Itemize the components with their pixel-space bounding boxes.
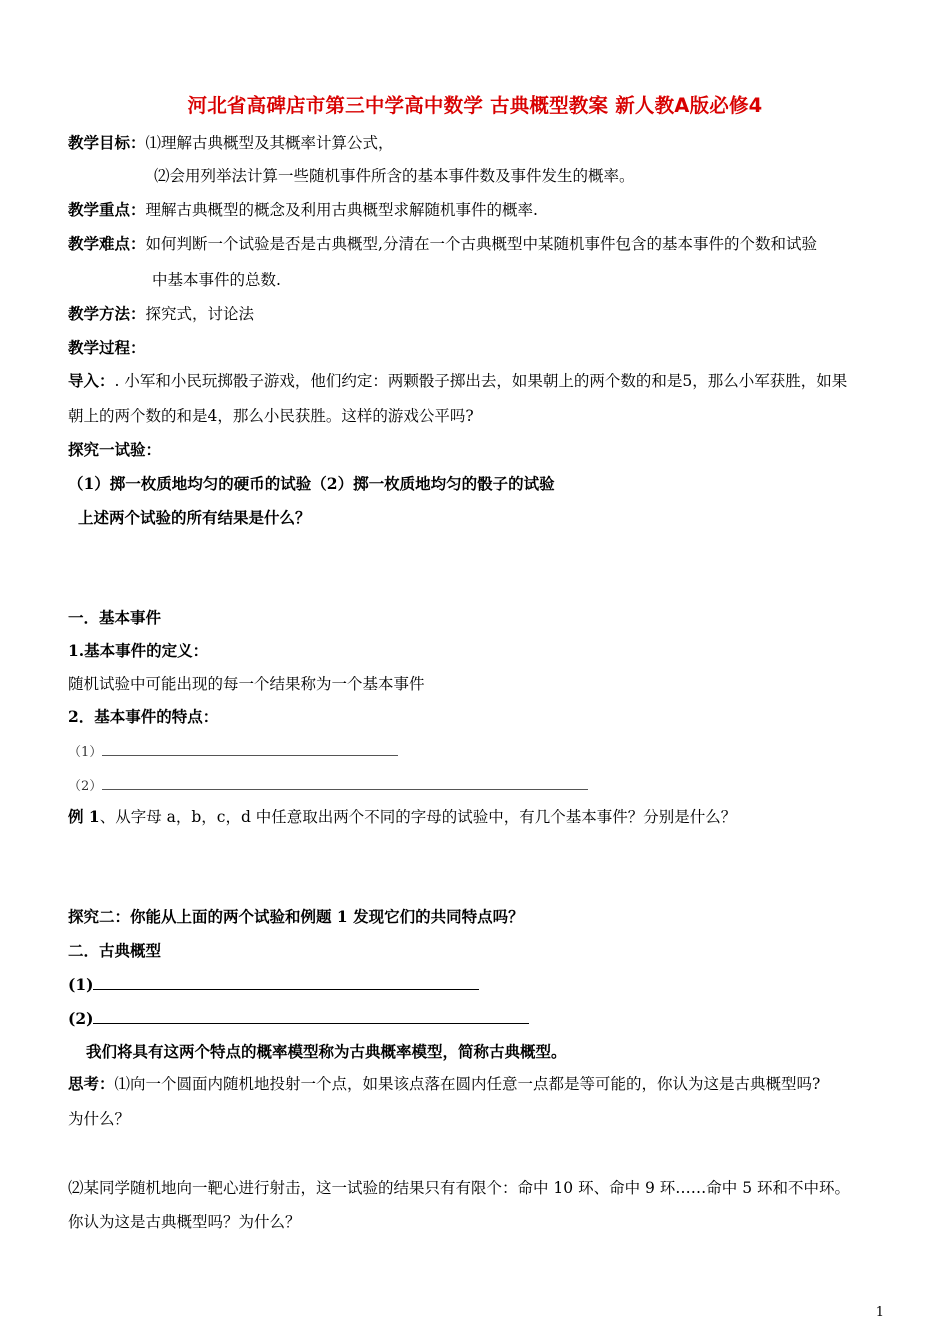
method-line <box>68 304 254 324</box>
method-text: 探究式，讨论法 <box>145 305 255 323</box>
item-1-blank <box>93 973 479 990</box>
intro-text-1: . 小军和小民玩掷骰子游戏，他们约定：两颗骰子掷出去，如果朝上的两个数的和是5，那么小军获胜，如果 <box>114 372 848 390</box>
item-2-number: (2) <box>68 1009 94 1028</box>
example-1-text: 、从字母 a，b，c，d 中任意取出两个不同的字母的试验中，有几个基本事件？分别是什么？ <box>99 808 737 826</box>
explore1-line-1: （1）掷一枚质地均匀的硬币的试验（2）掷一枚质地均匀的骰子的试验 <box>68 474 555 493</box>
think-q1-line-1 <box>68 1074 820 1094</box>
feature-2-blank <box>102 775 588 790</box>
think-q1-text-1: ⑴向一个圆面内随机地投射一个点，如果该点落在圆内任意一点都是等可能的，你认为这是古典概型吗? <box>114 1075 821 1093</box>
item-1-number: (1) <box>68 975 94 994</box>
objectives-line-2 <box>154 166 635 186</box>
explore2-text: 探究二：你能从上面的两个试验和例题 1 发现它们的共同特点吗？ <box>68 907 524 926</box>
difficulties-text-2: 中基本事件的总数. <box>152 271 281 289</box>
example-1-line <box>68 807 736 827</box>
intro-text-2: 朝上的两个数的和是4，那么小民获胜。这样的游戏公平吗? <box>68 407 474 425</box>
section2-summary: 我们将具有这两个特点的概率模型称为古典概率模型，简称古典概型。 <box>86 1042 567 1061</box>
section1-definition-text: 随机试验中可能出现的每一个结果称为一个基本事件 <box>68 675 425 693</box>
section1-features-label: 2．基本事件的特点： <box>68 707 219 726</box>
think-q1-line-2: 为什么？ <box>68 1110 131 1128</box>
explore1-line-2: 上述两个试验的所有结果是什么？ <box>78 508 311 527</box>
intro-line-2 <box>68 406 474 426</box>
feature-2-number: （2） <box>68 779 103 794</box>
feature-1-number: （1） <box>68 745 103 760</box>
example-1-label: 例 1 <box>68 807 100 826</box>
section1-feature-1 <box>68 741 398 763</box>
section1-feature-2 <box>68 775 588 797</box>
section1-heading: 一．基本事件 <box>68 608 162 627</box>
think-label: 思考： <box>68 1074 115 1093</box>
difficulties-line-2 <box>152 270 281 290</box>
document-title: 河北省高碑店市第三中学高中数学 古典概型教案 新人教A版必修4 <box>187 94 763 117</box>
method-label: 教学方法： <box>68 304 146 323</box>
key-points-text: 理解古典概型的概念及利用古典概型求解随机事件的概率. <box>145 201 538 219</box>
feature-1-blank <box>102 741 398 756</box>
page-number: 1 <box>875 1305 884 1320</box>
objectives-line-1 <box>68 133 394 153</box>
difficulties-line-1 <box>68 234 817 254</box>
intro-label: 导入： <box>68 371 115 390</box>
objectives-label: 教学目标： <box>68 133 146 152</box>
process-label: 教学过程： <box>68 338 146 357</box>
objectives-item-2: ⑵会用列举法计算一些随机事件所含的基本事件数及事件发生的概率。 <box>154 167 635 185</box>
explore1-label: 探究一试验： <box>68 440 162 459</box>
section1-definition-label: 1.基本事件的定义： <box>68 641 209 660</box>
section2-item-2 <box>68 1007 529 1029</box>
difficulties-label: 教学难点： <box>68 234 146 253</box>
intro-line-1 <box>68 371 847 391</box>
think-q2-line-2: 你认为这是古典概型吗？为什么？ <box>68 1213 301 1231</box>
difficulties-text-1: 如何判断一个试验是否是古典概型,分清在一个古典概型中某随机事件包含的基本事件的个数和试验 <box>145 235 817 253</box>
item-2-blank <box>93 1007 529 1024</box>
key-points-line <box>68 200 538 220</box>
section2-heading: 二．古典概型 <box>68 941 162 960</box>
objectives-item-1: ⑴理解古典概型及其概率计算公式， <box>145 134 394 152</box>
key-points-label: 教学重点： <box>68 200 146 219</box>
think-q2-line-1: ⑵某同学随机地向一靶心进行射击，这一试验的结果只有有限个：命中 10 环、命中 9 环……命中 5 环和不中环。 <box>68 1179 851 1197</box>
section2-item-1 <box>68 973 479 995</box>
